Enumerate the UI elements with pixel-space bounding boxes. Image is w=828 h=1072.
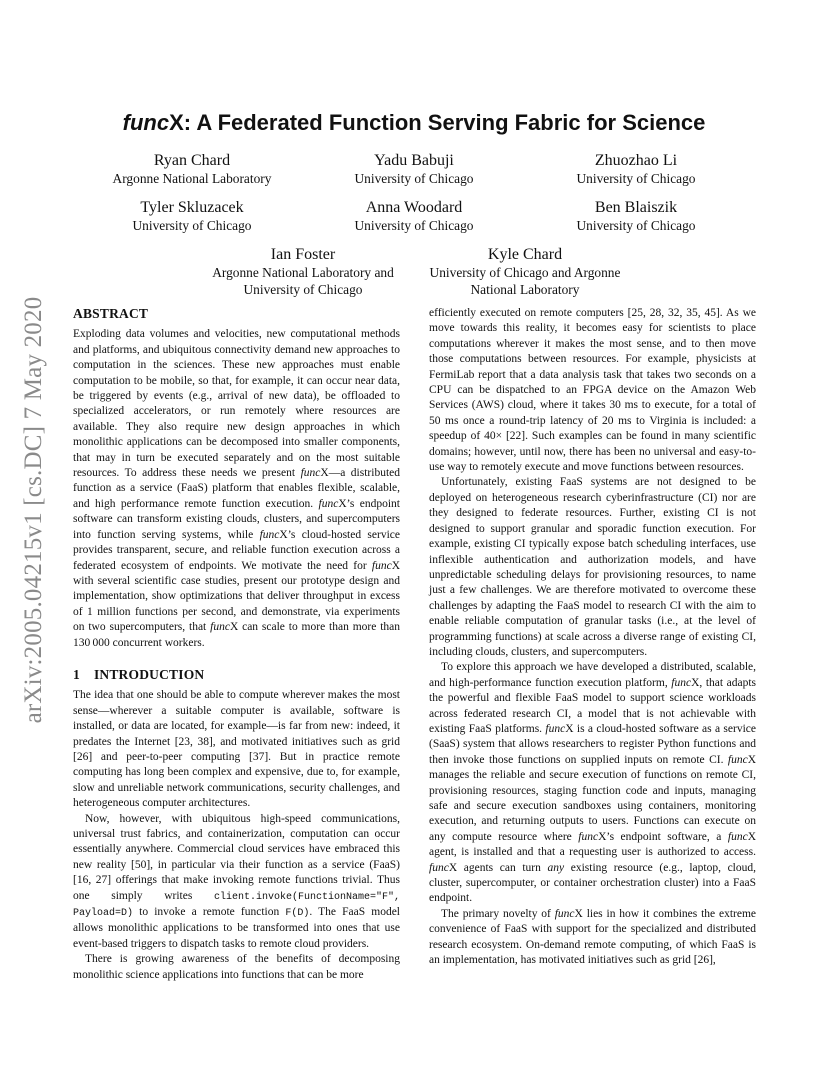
author-affiliation: University of Chicago bbox=[354, 218, 474, 233]
author-affiliation: University of Chicago bbox=[576, 218, 696, 233]
author-name: Tyler Skluzacek bbox=[140, 199, 244, 216]
author-block bbox=[62, 198, 322, 234]
author-name: Kyle Chard bbox=[487, 246, 563, 263]
author-name: Zhuozhao Li bbox=[594, 152, 678, 169]
author-block bbox=[506, 151, 766, 187]
body-paragraph: efficiently executed on remote computers [25, 28, 32, 35, 45]. As we move towards this reality, it becomes easy for scientists to place computations wherever it makes the most sense, and to then move those computations between resources. For example, physicists at FermiLab report that a data analysis task that takes two seconds on a CPU can be dispatched to an FPGA device on the Amazon Web Services (AWS) cloud, where it takes 30 ms to execute, for a total of 50 ms once a round-trip latency of 20 ms to Virginia is included: a speedup of 40× [22]. Such examples can be found in many scientific domains; however, until now, there has been no universal and easy-to-use way to remotely execute and move functions between resources. bbox=[429, 307, 756, 474]
author-block bbox=[173, 245, 433, 298]
author-affiliation: University of Chicago bbox=[243, 282, 363, 297]
author-affiliation: Argonne National Laboratory and bbox=[212, 265, 394, 280]
author-block bbox=[62, 151, 322, 187]
author-name: Yadu Babuji bbox=[374, 152, 454, 169]
author-name: Ben Blaiszik bbox=[594, 199, 678, 216]
author-block bbox=[284, 151, 544, 187]
body-paragraph: The primary novelty of funcX lies in how it combines the extreme convenience of FaaS with support for the specialized and distributed research ecosystem. On-demand remote computing, of which FaaS is an implementation, has motivated initiatives such as grid [26], bbox=[429, 907, 757, 967]
inline-code: F(D) bbox=[285, 908, 310, 920]
author-name: Ian Foster bbox=[270, 246, 336, 263]
inline-code: client.invoke(FunctionName="F", Payload=D) bbox=[73, 891, 400, 920]
author-affiliation: University of Chicago and Argonne bbox=[429, 265, 621, 280]
abstract-heading: ABSTRACT bbox=[73, 306, 149, 321]
right-column bbox=[429, 306, 756, 968]
author-affiliation: National Laboratory bbox=[470, 282, 580, 297]
intro-heading: 1 INTRODUCTION bbox=[73, 666, 205, 682]
author-block bbox=[506, 198, 766, 234]
author-affiliation: University of Chicago bbox=[132, 218, 252, 233]
title-rest: X: A Federated Function Serving Fabric for Science bbox=[169, 110, 706, 135]
author-block bbox=[395, 245, 655, 298]
author-block bbox=[284, 198, 544, 234]
paper-title bbox=[0, 110, 828, 136]
intro-paragraph: There is growing awareness of the benefits of decomposing monolithic science applications into functions that can be more bbox=[73, 953, 400, 981]
intro-paragraph: Now, however, with ubiquitous high-speed communications, universal trust fabrics, and containerization, computation can occur essentially anywhere. Commercial cloud services have embraced this new reality [50], in particular via their function as a service (FaaS) [16, 27] offerings that make invoking remote functions trivial. Thus one simply writes client.invoke(FunctionName="F", Payload=D) to invoke a remote function F(D). The FaaS model allows monolithic applications to be transformed into ones that use event-based triggers to dispatch tasks to remote cloud providers. bbox=[73, 812, 400, 950]
author-name: Anna Woodard bbox=[365, 199, 463, 216]
author-name: Ryan Chard bbox=[153, 152, 231, 169]
body-paragraph: Unfortunately, existing FaaS systems are not designed to be deployed on heterogeneous research cyberinfrastructure (CI) nor are they designed to federate resources. Further, existing CI is not designed to support granular and sporadic function execution. For example, existing CI typically expose batch scheduling interfaces, use inflexible authentication and authorization models, and have unpredictable scheduling delays for provisioning resources, to name just a few challenges. We are therefore motivated to overcome these challenges by adapting the FaaS model to research CI with the aim to enable reliable computation of granular tasks (i.e., at the level of programming functions) at scale across a diverse range of existing CI, including clouds, clusters, and supercomputers. bbox=[429, 476, 756, 658]
title-emphasis: func bbox=[122, 110, 170, 135]
intro-paragraph: The idea that one should be able to compute wherever makes the most sense—wherever a suitable computer is available, software is installed, or data are located, for example—is far from new: indeed, it predates the Internet [23, 38], and motivated initiatives such as grid [26] and peer-to-peer computing [37]. But in practice remote computing has long been complex and expensive, due to, for example, slow and unreliable network communications, security challenges, and heterogeneous computer architectures. bbox=[73, 689, 400, 810]
author-affiliation: University of Chicago bbox=[354, 171, 474, 186]
arxiv-identifier: arXiv:2005.04215v1 [cs.DC] 7 May 2020 bbox=[20, 296, 47, 724]
section-number: 1 bbox=[73, 666, 80, 682]
arxiv-sidebar bbox=[12, 280, 56, 740]
abstract-paragraph: Exploding data volumes and velocities, new computational methods and platforms, and ubiquitous connectivity demand new approaches to computation in the sciences. These new approaches must enable computation to be mobile, so that, for example, it can occur near data, be triggered by events (e.g., arrival of new data), be offloaded to specialized accelerators, or run remotely where resources are available. They also require new design approaches in which monolithic applications can be decomposed into smaller components, that may in turn be executed separately and on the most suitable resources. To address these needs we present funcX—a distributed function as a service (FaaS) platform that enables flexible, scalable, and high performance remote function execution. funcX’s endpoint software can transform existing clouds, clusters, and supercomputers into function serving systems, while funcX’s cloud-hosted service provides transparent, secure, and reliable function execution across a federated ecosystem of endpoints. We motivate the need for funcX with several scientific case studies, present our prototype design and implementation, show optimizations that deliver throughput in excess of 1 million functions per second, and demonstrate, via experiments on two supercomputers, that funcX can scale to more than more than 130 000 concurrent workers. bbox=[73, 328, 401, 649]
author-affiliation: University of Chicago bbox=[576, 171, 696, 186]
author-affiliation: Argonne National Laboratory bbox=[112, 171, 272, 186]
left-column bbox=[73, 306, 400, 983]
body-paragraph: To explore this approach we have developed a distributed, scalable, and high-performance function execution platform, funcX, that adapts the powerful and flexible FaaS model to support science workloads across federated research CI, a model that is not achievable with existing FaaS platforms. funcX is a cloud-hosted software as a service (SaaS) system that allows researchers to register Python functions and then invoke those functions on supplied inputs on remote CI. funcX manages the reliable and secure execution of functions on remote CI, provisioning resources, staging function code and inputs, managing safe and secure execution sandboxes using containers, monitoring execution, and returning outputs to users. Functions can execute on any compute resource where funcX’s endpoint software, a funcX agent, is installed and that a requesting user is authorized to access. funcX agents can turn any existing resource (e.g., laptop, cloud, cluster, supercomputer, or container orchestration cluster) into a FaaS endpoint. bbox=[429, 661, 757, 905]
